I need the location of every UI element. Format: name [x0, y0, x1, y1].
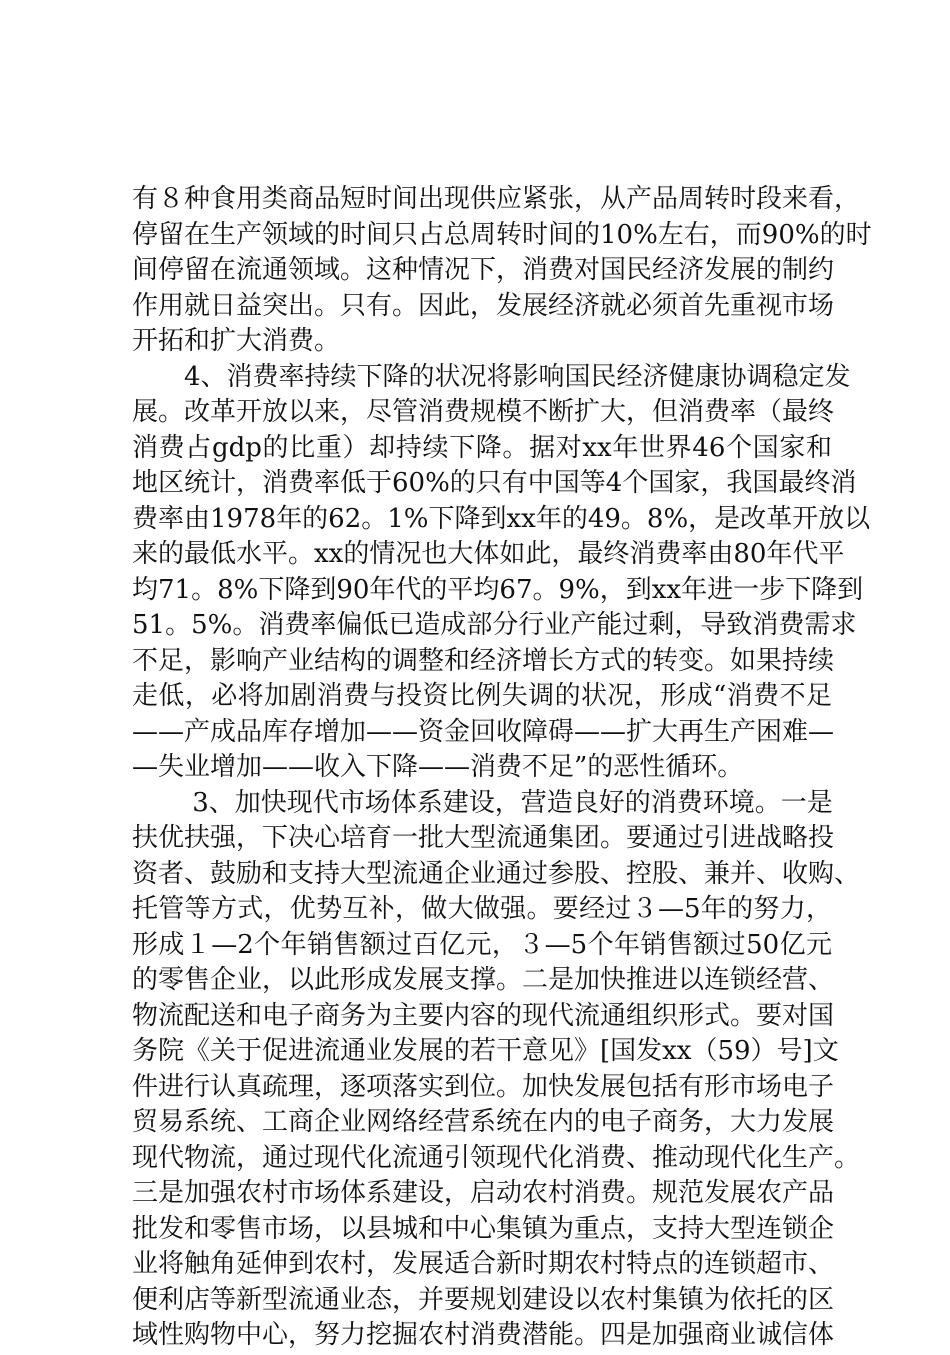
text-line: 费率由1978年的62。1%下降到xx年的49。8%，是改革开放以 [132, 504, 871, 534]
text-line: 形成１—2个年销售额过百亿元，３—5个年销售额过50亿元 [132, 930, 832, 960]
text-line: 贸易系统、工商企业网络经营系统在内的电子商务，大力发展 [132, 1107, 835, 1137]
text-line: 消费占gdp的比重）却持续下降。据对xx年世界46个国家和 [132, 433, 832, 463]
text-line: 批发和零售市场，以县城和中心集镇为重点，支持大型连锁企 [132, 1214, 835, 1244]
text-line: 有８种食用类商品短时间出现供应紧张，从产品周转时段来看， [132, 184, 861, 214]
text-line: 业将触角延伸到农村，发展适合新时期农村特点的连锁超市、 [132, 1249, 835, 1279]
text-line: 停留在生产领域的时间只占总周转时间的10%左右，而90%的时 [132, 220, 872, 250]
text-line: 便利店等新型流通业态，并要规划建设以农村集镇为依托的区 [132, 1285, 835, 1315]
text-line: 域性购物中心，努力挖掘农村消费潜能。四是加强商业诚信体 [132, 1320, 835, 1350]
text-line: 地区统计，消费率低于60%的只有中国等4个国家，我国最终消 [132, 468, 857, 498]
text-line: 物流配送和电子商务为主要内容的现代流通组织形式。要对国 [132, 1001, 835, 1031]
text-line: 扶优扶强，下决心培育一批大型流通集团。要通过引进战略投 [132, 823, 835, 853]
text-line: 的零售企业，以此形成发展支撑。二是加快推进以连锁经营、 [132, 965, 835, 995]
text-line: ——产成品库存增加——资金回收障碍——扩大再生产困难— [132, 717, 835, 747]
text-line: 均71。8%下降到90年代的平均67。9%，到xx年进一步下降到 [132, 575, 864, 605]
text-line: 开拓和扩大消费。 [132, 326, 341, 356]
text-line: 来的最低水平。xx的情况也大体如此，最终消费率由80年代平 [132, 539, 845, 569]
text-line: 作用就日益突出。只有。因此，发展经济就必须首先重视市场 [132, 291, 835, 321]
text-line: 务院《关于促进流通业发展的若干意见》[国发xx（59）号]文 [132, 1036, 839, 1066]
text-line: 间停留在流通领域。这种情况下，消费对国民经济发展的制约 [132, 255, 835, 285]
text-line: 4、消费率持续下降的状况将影响国民经济健康协调稳定发 [132, 362, 851, 392]
text-line: 51。5%。消费率偏低已造成部分行业产能过剩，导致消费需求 [132, 610, 857, 640]
text-line: 托管等方式，优势互补，做大做强。要经过３—5年的努力， [132, 894, 832, 924]
text-line: 三是加强农村市场体系建设，启动农村消费。规范发展农产品 [132, 1178, 835, 1208]
text-line: 件进行认真疏理，逐项落实到位。加快发展包括有形市场电子 [132, 1072, 835, 1102]
text-line: 不足，影响产业结构的调整和经济增长方式的转变。如果持续 [132, 646, 835, 676]
text-line: 走低，必将加剧消费与投资比例失调的状况，形成“消费不足 [132, 681, 832, 711]
text-line: 资者、鼓励和支持大型流通企业通过参股、控股、兼并、收购、 [132, 859, 861, 889]
text-line: 3、加快现代市场体系建设，营造良好的消费环境。一是 [132, 788, 833, 818]
text-line: 展。改革开放以来，尽管消费规模不断扩大，但消费率（最终 [132, 397, 835, 427]
text-line: —失业增加——收入下降——消费不足”的恶性循环。 [132, 752, 744, 782]
text-line: 现代物流，通过现代化流通引领现代化消费、推动现代化生产。 [132, 1143, 861, 1173]
